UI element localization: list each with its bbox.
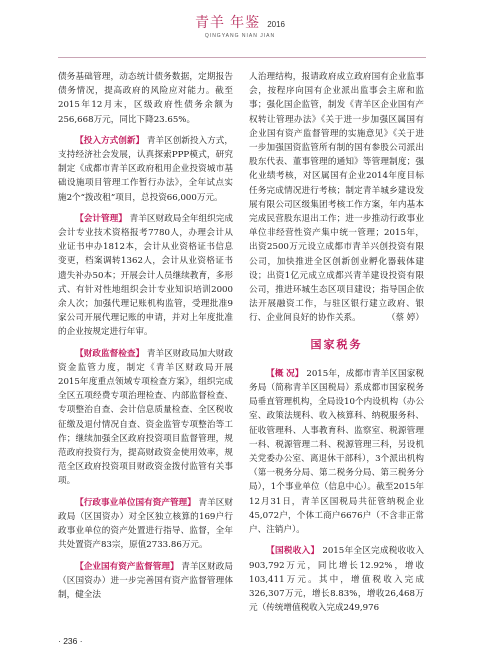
section-tag: 【行政事业单位国有资产管理】 <box>75 496 196 507</box>
right-column <box>249 70 424 621</box>
paragraph-text: 2015年，成都市青羊区国家税务局（简称青羊区国税局）系成都市国家税务局垂直管理机构，全局设10个内设机构（办公室、政策法规科、收入核算科、纳税服务科、征收管理科、人事教育科、监察室、税源管理一科、税源管理二科、税源管理三科，另设机关党委办公室、离退休干部科），3个派出机构（第一税务分局、第二税务分局、第三税务分局），1个事业单位（信息中心）。截至2015年12月31日，青羊区国税局共征管纳税企业45,072户，个体工商户6676户（不含非正常户、注销户）。 <box>249 368 425 536</box>
logo-title-nianjian: 年鉴 <box>230 15 261 31</box>
section-tag: 【投入方式创新】 <box>75 134 145 145</box>
logo-title-qingyang: 青羊 <box>195 15 225 31</box>
section-tag: 【会计管理】 <box>75 212 127 223</box>
page-header <box>0 0 480 62</box>
paragraph-governance-continued <box>249 70 424 326</box>
logo-year: 2016 <box>267 20 285 29</box>
page-number: · 236 · <box>58 636 83 646</box>
paragraph-text: 青羊区财政局全年组织完成会计专业技术资格报考7780人，办理会计从业证书申办1812本，会计从业资格证书信息变更，档案调转1362人，会计从业资格证书遗失补办50本；开展会计人员继续教育，多形式、有针对性地组织会计专业知识培训2000余人次；加强代理记账机构监管，受理批准9家公司开展代理记账的申请，并对上年度批准的企业按规定进行年审。 <box>58 213 233 338</box>
author-credit: （蔡 婷） <box>386 313 424 324</box>
paragraph-debt-management: 债务基础管理，动态统计债务数据，定期报告债务情况，提高政府的风险应对能力。截至2015年12月末，区级政府性债务余额为256,668万元，同比下降23.65%。 <box>58 72 233 125</box>
yearbook-logo <box>170 12 310 56</box>
paragraph-text: 青羊区财政局（区国资办）对全区独立核算的169户行政事业单位的资产处置进行指导、监督，全年共处置资产83宗，原值2733.86万元。 <box>58 497 233 551</box>
paragraph-state-asset-supervision <box>58 559 233 603</box>
section-tag: 【财政监督检查】 <box>75 347 145 358</box>
paragraph-text: 青羊区财政局加大财政资金监管力度，制定《青羊区财政局开展2015年度重点领域专项检查方案》，组织完成全区五项经费专项治理检查、内部监督检查、专项整治自查、会计信息质量检查、全区税收征缴及退付情况自查、资金监管专项整治等工作；继续加强全区政府投资项目监督管理，规范政府投资行为，提高财政资金使用效率，规范全区政府投资项目财政资金拨付监管有关事项。 <box>58 348 233 487</box>
paragraph-investment-innovation <box>58 133 233 205</box>
paragraph-tax-revenue <box>249 543 424 615</box>
logo-pinyin: QINGYANG NIAN JIAN <box>204 33 276 39</box>
paragraph-text: 2015年全区完成税收收入903,792万元，同比增长12.92%，增收103,411万元。其中，增值税收入完成326,307万元，增长8.83%，增收26,468万元（传统增值税收入完成249,976 <box>249 546 424 614</box>
paragraph-text: 青羊区创新投入方式，支持经济社会发展，认真探索PPP模式，研究制定《成都市青羊区政府租用企业投资城市基础设施项目管理工作暂行办法》，全年试点实施2个“拨改租”项目，总投资66,000万元。 <box>58 135 233 203</box>
paragraph-public-asset-management <box>58 495 233 553</box>
paragraph-accounting-management <box>58 211 233 340</box>
paragraph-text: 青羊区财政局（区国资办）进一步完善国有资产监督管理体制，健全法 <box>58 561 233 600</box>
section-tag: 【国税收入】 <box>266 545 320 556</box>
paragraph-text: 人治理结构，报请政府成立政府国有企业监事会，按程序向国有企业派出监事会主席和监事；强化国企监管，制发《青羊区企业国有产权转让管理办法》《关于进一步加强区属国有企业国有资产监督管理的实施意见》《关于进一步加强国资监管所有制的国有参股公司派出股东代表、董事管理的通知》等管理制度；强化业绩考核，对区属国有企业2014年度目标任务完成情况进行考核；制定青羊城乡建设发展有限公司区级集团考核工作方案，年内基本完成民营股东退出工作；进一步推动行政事业单位非经营性资产集中统一管理；2015年，出资2500万元设立成都市青羊兴创投资有限公司，加快推进全区创新创业孵化器载体建设；出资1亿元成立成都兴青羊建设投资有限公司，推进环城生态区项目建设；指导国企依法开展融资工作，与驻区银行建立政府、银行、企业间良好的协作关系。 <box>249 72 424 324</box>
section-tag: 【企业国有资产监督管理】 <box>75 560 179 571</box>
paragraph-overview <box>249 366 424 537</box>
left-column <box>58 70 233 608</box>
paragraph-fiscal-supervision <box>58 346 233 489</box>
section-title-national-tax: 国家税务 <box>310 338 363 351</box>
header-divider <box>58 57 426 58</box>
section-tag: 【概 况】 <box>266 367 304 378</box>
